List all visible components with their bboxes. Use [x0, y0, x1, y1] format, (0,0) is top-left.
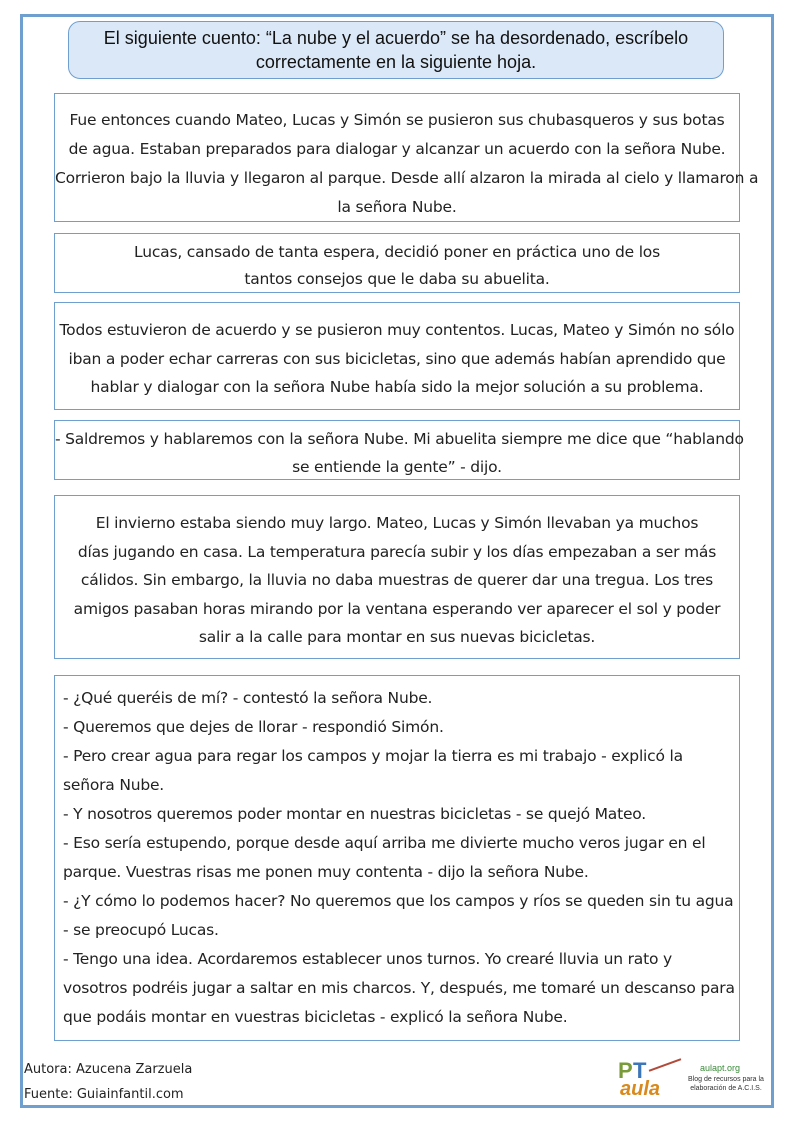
logo-letter-t: T — [633, 1058, 647, 1083]
fragment-line: Fue entonces cuando Mateo, Lucas y Simón se pusieron sus chubasqueros y sus botas — [69, 111, 725, 129]
dialogue-line: - Y nosotros queremos poder montar en nuestras bicicletas - se quejó Mateo. — [63, 805, 647, 823]
dialogue-line: - Eso sería estupendo, porque desde aquí arriba me divierte mucho veros jugar en el — [63, 834, 706, 852]
dialogue-line: parque. Vuestras risas me ponen muy contenta - dijo la señora Nube. — [63, 863, 589, 881]
dialogue-line: vosotros podréis jugar a saltar en mis charcos. Y, después, me tomaré un descanso para — [63, 979, 735, 997]
fragment-line: se entiende la gente” - dijo. — [292, 458, 502, 476]
logo-description: Blog de recursos para la elaboración de A.C.I.S. — [688, 1076, 764, 1092]
dialogue-line: que podáis montar en vuestras bicicletas - explicó la señora Nube. — [63, 1008, 568, 1026]
fragment-line: de agua. Estaban preparados para dialogar y alcanzar un acuerdo con la señora Nube. — [68, 140, 726, 158]
logo-pencil-icon — [649, 1058, 682, 1072]
fragment-line: Todos estuvieron de acuerdo y se pusieron muy contentos. Lucas, Mateo y Simón no sólo — [59, 321, 735, 339]
story-fragment-4 — [54, 420, 744, 480]
fragment-line: días jugando en casa. La temperatura parecía subir y los días empezaban a ser más — [77, 542, 717, 561]
instruction-line-1: El siguiente cuento: “La nube y el acuerdo” se ha desordenado, escríbelo — [103, 28, 689, 48]
fragment-line: cálidos. Sin embargo, la lluvia no daba muestras de querer dar una tregua. Los tres — [80, 571, 714, 589]
dialogue-line: - Queremos que dejes de llorar - respondió Simón. — [63, 718, 444, 736]
ptaula-logo — [618, 1058, 686, 1102]
dialogue-line: señora Nube. — [63, 776, 165, 794]
story-fragment-2 — [54, 233, 740, 293]
logo-website: aulapt.org — [700, 1063, 741, 1073]
fragment-line: Lucas, cansado de tanta espera, decidió poner en práctica uno de los — [134, 243, 660, 261]
dialogue-line: - ¿Qué queréis de mí? - contestó la señora Nube. — [63, 689, 433, 707]
fragment-line: tantos consejos que le daba su abuelita. — [244, 270, 550, 288]
dialogue-line: - ¿Y cómo lo podemos hacer? No queremos que los campos y ríos se queden sin tu agua — [63, 892, 734, 910]
instruction-line-2: correctamente en la siguiente hoja. — [255, 52, 537, 72]
fragment-line: El invierno estaba siendo muy largo. Mateo, Lucas y Simón llevaban ya muchos — [95, 514, 699, 532]
fragment-line: la señora Nube. — [337, 198, 457, 216]
instruction-title — [68, 21, 724, 79]
logo-letter-p: P — [618, 1058, 633, 1083]
fragment-line: - Saldremos y hablaremos con la señora Nube. Mi abuelita siempre me dice que “hablando — [55, 430, 744, 448]
fragment-line: iban a poder echar carreras con sus bicicletas, sino que además habían aprendido que — [68, 349, 726, 368]
fragment-line: salir a la calle para montar en sus nuevas bicicletas. — [198, 628, 596, 646]
story-fragment-6-dialogue — [54, 675, 740, 1041]
source-credit: Fuente: Guiainfantil.com — [24, 1087, 184, 1102]
dialogue-line: - Tengo una idea. Acordaremos establecer unos turnos. Yo crearé lluvia un rato y — [63, 950, 672, 968]
author-credit: Autora: Azucena Zarzuela — [24, 1062, 193, 1077]
story-fragment-1 — [54, 93, 759, 222]
story-fragment-3 — [54, 302, 740, 410]
dialogue-line: - se preocupó Lucas. — [63, 921, 219, 939]
fragment-line: hablar y dialogar con la señora Nube había sido la mejor solución a su problema. — [90, 378, 704, 396]
dialogue-line: - Pero crear agua para regar los campos y mojar la tierra es mi trabajo - explicó la — [63, 747, 683, 765]
fragment-line: amigos pasaban horas mirando por la ventana esperando ver aparecer el sol y poder — [73, 599, 721, 618]
logo-aula-text: aula — [620, 1078, 661, 1100]
story-fragment-5 — [54, 495, 740, 659]
fragment-line: Corrieron bajo la lluvia y llegaron al parque. Desde allí alzaron la mirada al cielo y llamaron a — [55, 169, 759, 187]
